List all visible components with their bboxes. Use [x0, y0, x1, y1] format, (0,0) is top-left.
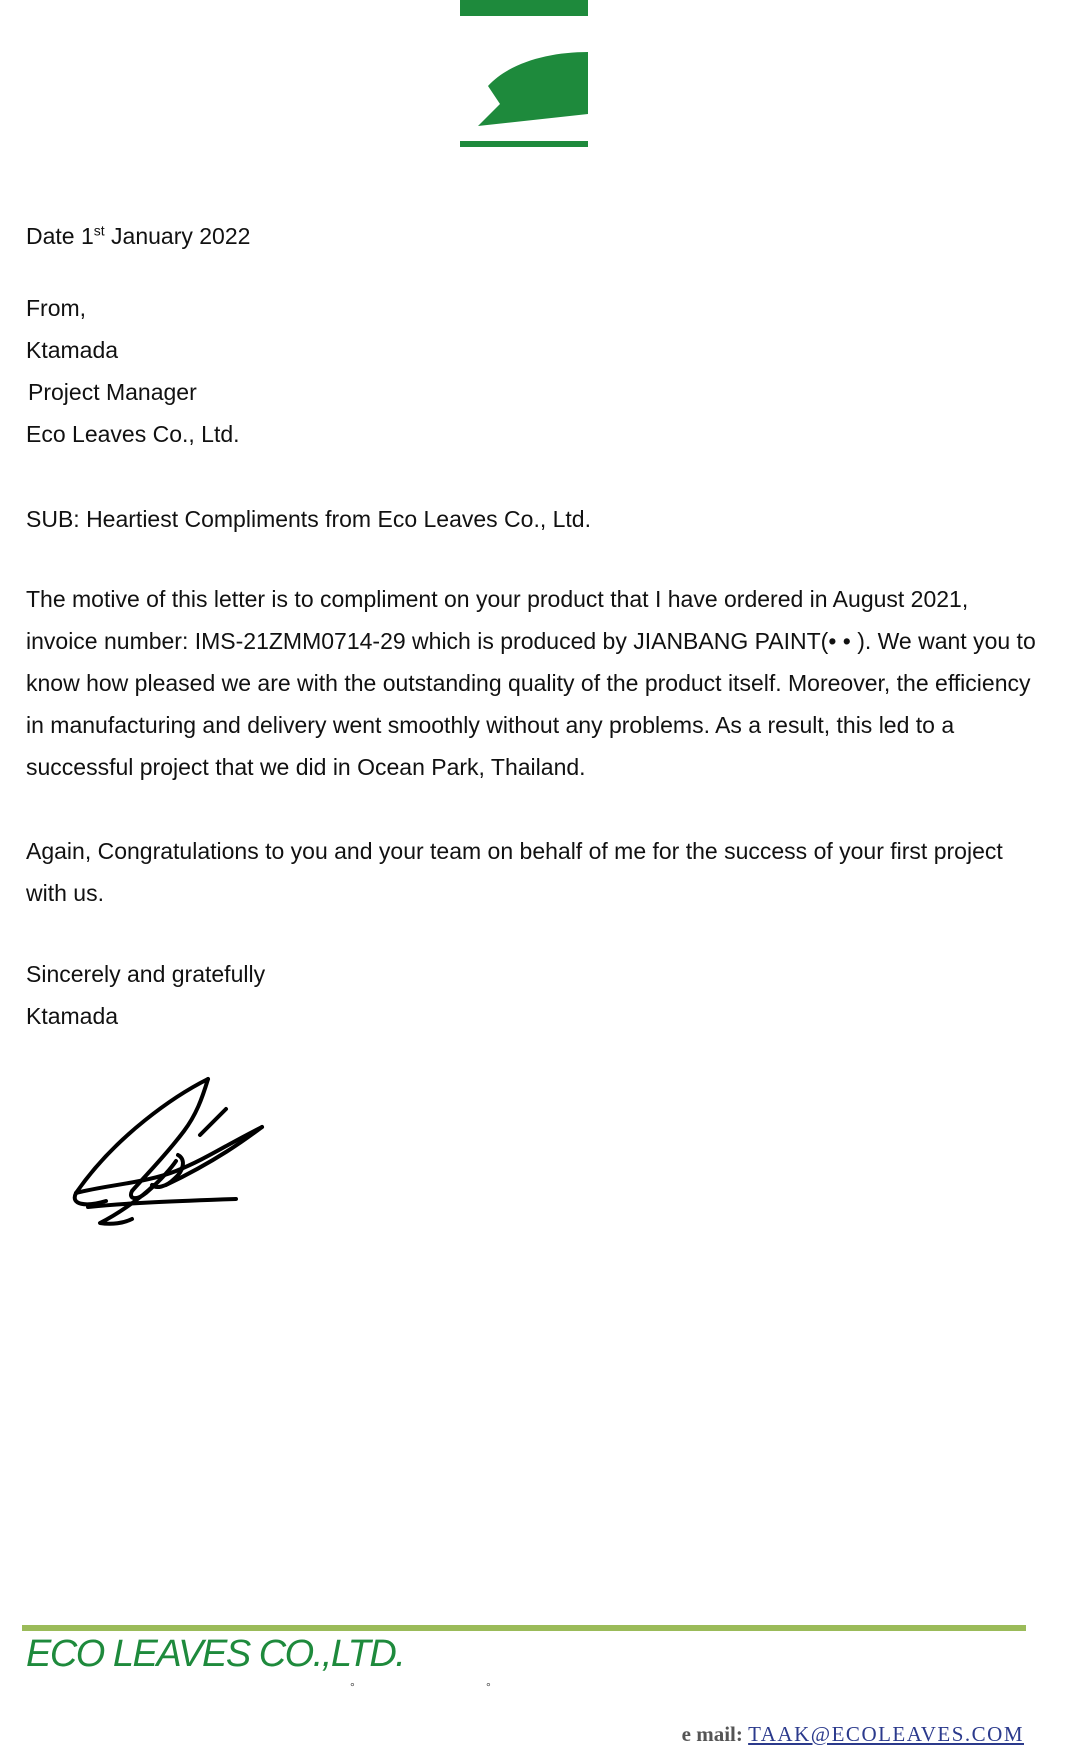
closing-name: Ktamada	[26, 1003, 119, 1029]
footer-divider	[22, 1625, 1026, 1631]
letter-subject: SUB: Heartiest Compliments from Eco Leaves Co., Ltd.	[26, 506, 591, 532]
footer-dot-1: °	[350, 1680, 355, 1694]
date-ordinal: st	[93, 222, 105, 239]
email-address-link[interactable]: TAAK@ECOLEAVES.COM	[748, 1722, 1024, 1746]
sender-name: Ktamada	[26, 337, 119, 363]
footer-company-name: ECO LEAVES CO.,LTD.	[26, 1633, 405, 1675]
body-paragraph-1-text: The motive of this letter is to compliment on your product that I have ordered in August 2021, invoice number: IMS-21ZMM0714-29 which is produced by JIANBANG PAINT(• • ). We want you to know how pleased we are with the outstanding quality of the product itself. Moreover, the efficiency in manufacturing and delivery went smoothly without any problems. As a result, this led to a successful project that we did in Ocean Park, Thailand.	[26, 586, 1036, 780]
handwritten-signature-icon	[66, 1075, 276, 1235]
closing-phrase: Sincerely and gratefully	[26, 961, 266, 987]
letter-date	[26, 222, 250, 250]
sender-title: Project Manager	[28, 379, 197, 405]
from-label: From,	[26, 295, 87, 321]
date-rest: January 2022	[104, 223, 251, 249]
date-prefix: Date 1	[26, 223, 94, 249]
email-label: e mail:	[681, 1722, 743, 1746]
body-paragraph-1	[26, 578, 1036, 788]
company-logo-icon	[460, 0, 590, 150]
footer-dot-2: °	[486, 1680, 491, 1694]
sender-company: Eco Leaves Co., Ltd.	[26, 421, 240, 447]
body-paragraph-2-text: Again, Congratulations to you and your team on behalf of me for the success of your first project with us.	[26, 838, 1003, 906]
body-paragraph-2	[26, 830, 1036, 914]
footer-email	[682, 1722, 1024, 1747]
